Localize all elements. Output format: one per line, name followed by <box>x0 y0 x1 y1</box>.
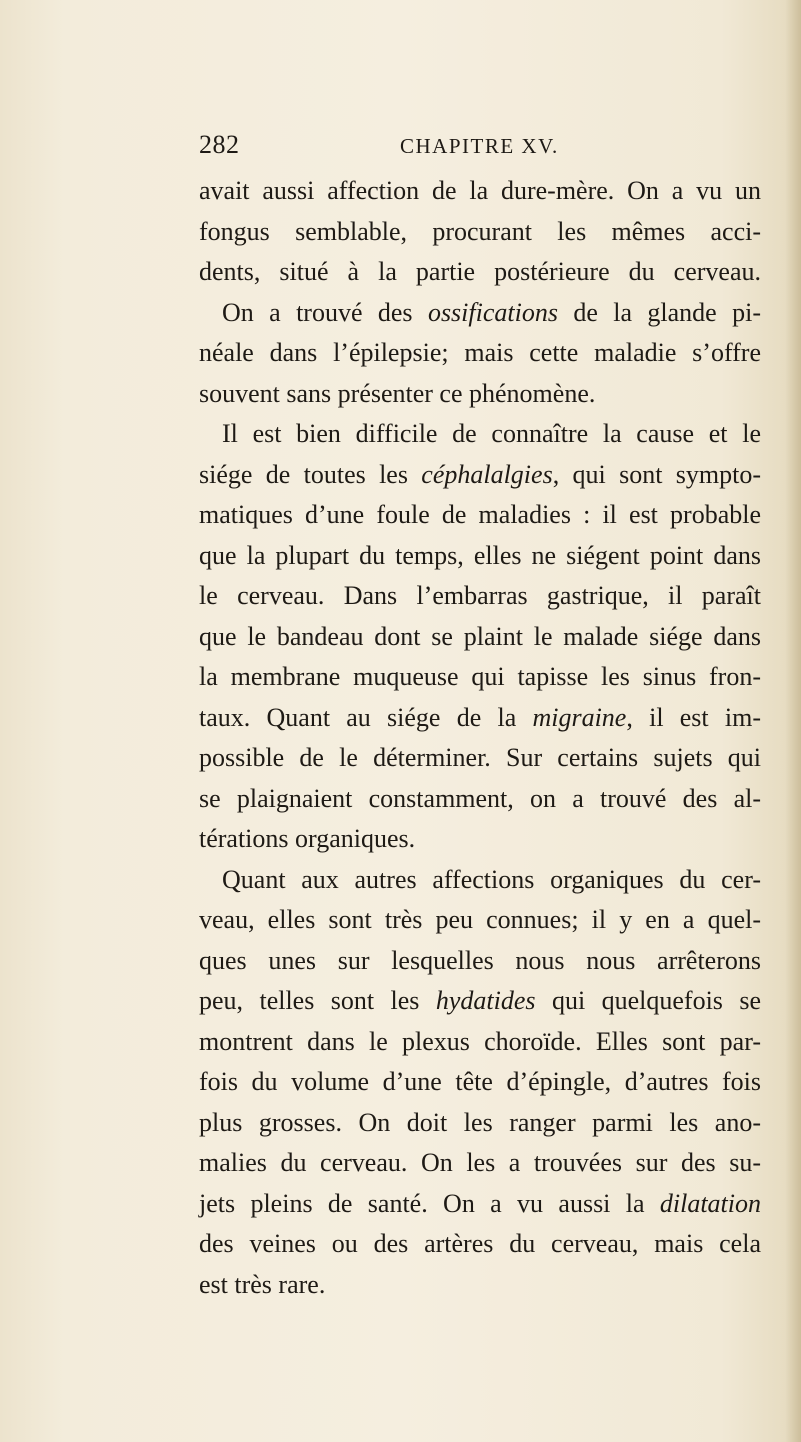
page-header <box>199 130 619 166</box>
text-line: matiques d’une foule de maladies : il est probable <box>199 500 761 529</box>
text-line: des veines ou des artères du cerveau, mais cela <box>199 1229 761 1258</box>
text-line: fois du volume d’une tête d’épingle, d’autres fois <box>199 1067 761 1096</box>
paragraph-last-line: est très rare. <box>199 1269 326 1299</box>
text-line: le cerveau. Dans l’embarras gastrique, il paraît <box>199 581 761 610</box>
text-line: néale dans l’épilepsie; mais cette maladie s’offre <box>199 338 761 367</box>
text-line: montrent dans le plexus choroïde. Elles sont par- <box>199 1026 761 1056</box>
paragraph-last-line: souvent sans présenter ce phénomène. <box>199 378 596 408</box>
text-line: malies du cerveau. On les a trouvées sur des su- <box>199 1148 761 1177</box>
text-line: taux. Quant au siége de la migraine, il est im- <box>199 702 761 732</box>
running-head: CHAPITRE XV. <box>400 134 559 158</box>
text-line: que la plupart du temps, elles ne siégent point dans <box>199 540 761 570</box>
text-line: jets pleins de santé. On a vu aussi la dilatation <box>199 1188 761 1218</box>
text-line: dents, situé à la partie postérieure du cerveau. <box>199 257 761 286</box>
text-line: la membrane muqueuse qui tapisse les sinus fron- <box>199 662 761 691</box>
italic-term: hydatides <box>435 986 536 1015</box>
paragraph-first-line: Quant aux autres affections organiques du cer- <box>222 864 761 894</box>
body-text <box>199 171 761 1305</box>
text-line: fongus semblable, procurant les mêmes acci- <box>199 216 761 246</box>
italic-term: dilatation <box>659 1188 761 1218</box>
text-line: ques unes sur lesquelles nous nous arrêterons <box>199 945 761 975</box>
paragraph-last-line: térations organiques. <box>199 824 416 853</box>
text-line: veau, elles sont très peu connues; il y en a quel- <box>199 905 761 934</box>
text-line: possible de le déterminer. Sur certains sujets qui <box>199 743 761 772</box>
text-line: se plaignaient constamment, on a trouvé des al- <box>199 783 761 813</box>
text-line: peu, telles sont les hydatides qui quelquefois se <box>199 986 761 1015</box>
italic-term: céphalalgies <box>421 459 553 489</box>
italic-term: migraine <box>532 702 627 732</box>
text-line: plus grosses. On doit les ranger parmi les ano- <box>199 1107 761 1137</box>
page-number: 282 <box>199 130 240 159</box>
paragraph-first-line: On a trouvé des ossifications de la glande pi- <box>222 297 761 327</box>
text-line: siége de toutes les céphalalgies, qui sont sympto- <box>199 459 761 489</box>
italic-term: ossifications <box>427 297 558 327</box>
text-line: avait aussi affection de la dure-mère. On a vu un <box>199 176 761 205</box>
text-line: que le bandeau dont se plaint le malade siége dans <box>199 621 761 651</box>
paragraph-first-line: Il est bien difficile de connaître la cause et le <box>222 419 761 448</box>
page-edge-shadow <box>785 0 801 1442</box>
